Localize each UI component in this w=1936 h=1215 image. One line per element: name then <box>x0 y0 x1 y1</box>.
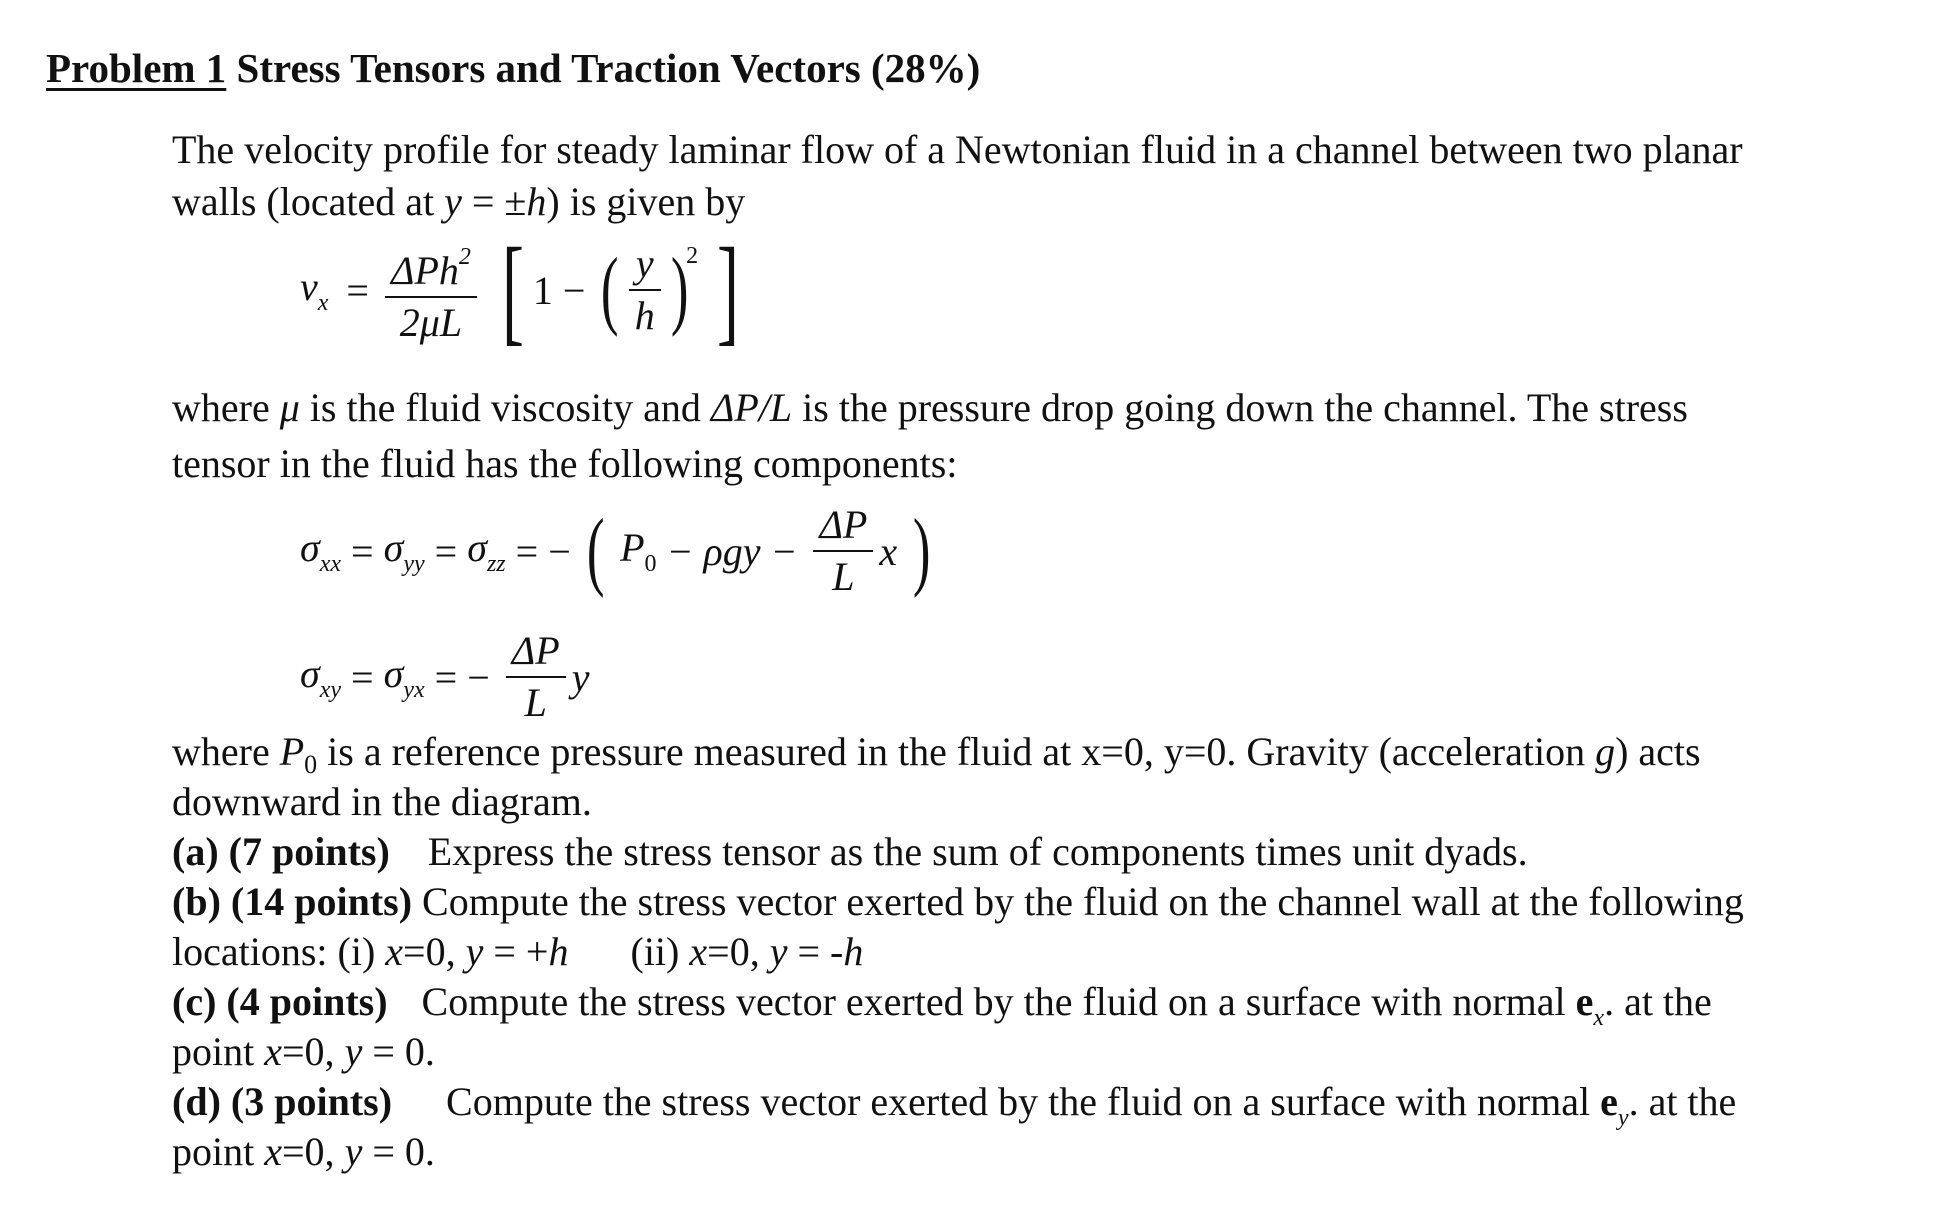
normal-right-paren: ) <box>913 502 931 599</box>
normal-stress-equation <box>300 500 936 602</box>
shear-dp-fraction <box>506 626 566 728</box>
intro-var-y: y <box>444 179 462 224</box>
after-p-sub: 0 <box>304 750 318 779</box>
mid-dp-over-l: ΔP/L <box>710 385 793 430</box>
sigma-zz-symbol: σ <box>467 525 487 570</box>
sigma-xx-sub: xx <box>319 551 342 577</box>
normal-frac-den: L <box>832 554 855 599</box>
part-d-point: point <box>172 1129 265 1174</box>
intro-text-c: = ± <box>461 179 527 224</box>
part-c-unit-e: e <box>1575 979 1594 1024</box>
mid-text-a: where <box>172 385 280 430</box>
part-a-label: (a) (7 points) <box>172 829 390 874</box>
part-c-text: Compute the stress vector exerted by the fluid on a surface with normal <box>421 979 1576 1024</box>
part-c-label: (c) (4 points) <box>172 979 388 1024</box>
part-c-line-2 <box>172 1028 435 1075</box>
part-b-minus: = - <box>787 929 844 974</box>
part-d-text: Compute the stress vector exerted by the fluid on a surface with normal <box>446 1079 1601 1124</box>
part-d-x: x <box>264 1129 282 1174</box>
part-b-line-2 <box>172 928 863 975</box>
part-b-plus: = + <box>483 929 549 974</box>
problem-number: Problem 1 <box>46 45 227 91</box>
part-c-unit-sub: x <box>1593 1005 1605 1031</box>
left-bracket: [ <box>501 223 524 356</box>
sigma-yx-symbol: σ <box>383 651 404 696</box>
right-bracket: ] <box>717 223 740 356</box>
part-c-point: point <box>172 1029 265 1074</box>
mid-text-b: is the fluid viscosity and <box>299 385 711 430</box>
part-a <box>172 828 1528 875</box>
mid-line-2: tensor in the fluid has the following components: <box>172 441 958 486</box>
sigma-yx-sub: yx <box>403 677 425 703</box>
part-d-eq: =0, <box>282 1129 345 1174</box>
problem-heading: Stress Tensors and Traction Vectors (28%) <box>236 45 981 91</box>
intro-text-e: ) is given by <box>546 179 746 224</box>
shear-stress-equation <box>300 626 589 728</box>
intro-line-1: The velocity profile for steady laminar flow of a Newtonian fluid in a channel between two planar <box>172 127 1743 172</box>
problem-title <box>46 44 980 92</box>
mid-mu: μ <box>279 385 300 430</box>
part-b-label: (b) (14 points) <box>172 879 413 924</box>
after-text-a: where <box>172 729 280 774</box>
sigma-xx <box>300 524 341 578</box>
part-d-label: (d) (3 points) <box>172 1079 393 1124</box>
normal-eq-1: = <box>341 528 384 574</box>
after-text-b: is a reference pressure measured in the fluid at x=0, y=0. Gravity (acceleration <box>317 729 1596 774</box>
velocity-num-text: ΔPh <box>390 248 459 293</box>
part-b-eq1: =0, <box>403 929 466 974</box>
p-zero-sub: 0 <box>644 551 657 577</box>
after-line-2: downward in the diagram. <box>172 779 592 824</box>
velocity-lhs-sub: x <box>317 290 329 316</box>
part-c-eq: =0, <box>282 1029 345 1074</box>
shear-eq-1: = <box>341 654 384 700</box>
velocity-equals: = <box>346 267 369 313</box>
part-c-text-b: . at the <box>1604 979 1712 1024</box>
normal-dp-fraction <box>813 500 873 602</box>
part-c-x: x <box>264 1029 282 1074</box>
velocity-lhs <box>300 263 328 317</box>
left-paren: ( <box>601 241 619 338</box>
velocity-equation <box>300 223 748 356</box>
intro-line-2 <box>172 178 745 225</box>
normal-x: x <box>879 528 898 574</box>
sigma-xy-sub: xy <box>319 677 342 703</box>
part-c-line-1 <box>172 978 1712 1032</box>
intro-text-a: walls (located at <box>172 179 445 224</box>
part-d-unit-sub: y <box>1617 1105 1629 1131</box>
right-paren: ) <box>670 241 689 338</box>
part-b-x1: x <box>385 929 404 974</box>
normal-frac-num: ΔP <box>813 500 873 552</box>
mid-text-c: is the pressure drop going down the channel. The stress <box>792 385 1688 430</box>
part-b-y1: y <box>465 929 484 974</box>
intro-var-h: h <box>526 179 547 224</box>
part-c-y: y <box>344 1029 363 1074</box>
part-d-text-b: . at the <box>1628 1079 1737 1124</box>
part-b-eq2: =0, <box>707 929 770 974</box>
part-b-ii: (ii) <box>630 929 690 974</box>
part-d-unit-e: e <box>1600 1079 1618 1124</box>
part-b-x2: x <box>689 929 708 974</box>
velocity-power: 2 <box>686 243 699 270</box>
shear-frac-den: L <box>524 680 547 725</box>
p-zero <box>620 524 656 578</box>
velocity-lhs-v: v <box>300 264 318 309</box>
after-p: P <box>279 729 305 774</box>
p-zero-symbol: P <box>620 525 645 570</box>
after-g: g <box>1595 729 1616 774</box>
sigma-yy <box>384 524 425 578</box>
sigma-yx <box>384 650 425 704</box>
mid-line-1 <box>172 384 1688 431</box>
part-b-y2: y <box>769 929 788 974</box>
after-text-c: ) acts <box>1615 729 1701 774</box>
rho-g-y-term: − ρgy − <box>656 528 798 574</box>
velocity-inner-fraction <box>629 239 661 341</box>
part-a-text: Express the stress tensor as the sum of components times unit dyads. <box>427 829 1528 874</box>
part-b-line-1 <box>172 878 1744 925</box>
shear-y: y <box>571 654 590 700</box>
part-d-line-2 <box>172 1128 435 1175</box>
part-b-h1: h <box>548 929 569 974</box>
sigma-xx-symbol: σ <box>300 525 320 570</box>
part-b-text: Compute the stress vector exerted by the fluid on the channel wall at the following <box>412 879 1744 924</box>
sigma-zz <box>467 524 505 578</box>
sigma-xy-symbol: σ <box>300 651 320 696</box>
inner-den: h <box>634 293 655 338</box>
velocity-fraction <box>385 232 477 348</box>
part-d-y: y <box>344 1129 363 1174</box>
velocity-frac-den: 2μL <box>399 300 463 345</box>
sigma-xy <box>300 650 341 704</box>
shear-frac-num: ΔP <box>506 626 566 678</box>
velocity-num-sup: 2 <box>458 244 471 270</box>
normal-left-paren: ( <box>586 502 605 599</box>
normal-eq-2: = <box>424 528 468 574</box>
sigma-zz-sub: zz <box>486 551 506 577</box>
inner-num: y <box>629 239 661 291</box>
shear-eq-2: = − <box>424 654 490 700</box>
after-line-1 <box>172 728 1701 780</box>
part-d-line-1 <box>172 1078 1736 1132</box>
sigma-yy-symbol: σ <box>383 525 404 570</box>
velocity-one-minus: 1 − <box>532 267 586 313</box>
velocity-frac-num <box>385 232 477 298</box>
sigma-yy-sub: yy <box>403 551 425 577</box>
part-c-end: = 0. <box>362 1029 435 1074</box>
part-b-loc-a: locations: (i) <box>172 929 386 974</box>
part-d-end: = 0. <box>362 1129 435 1174</box>
normal-eq-3: = − <box>505 528 571 574</box>
part-b-h2: h <box>843 929 864 974</box>
